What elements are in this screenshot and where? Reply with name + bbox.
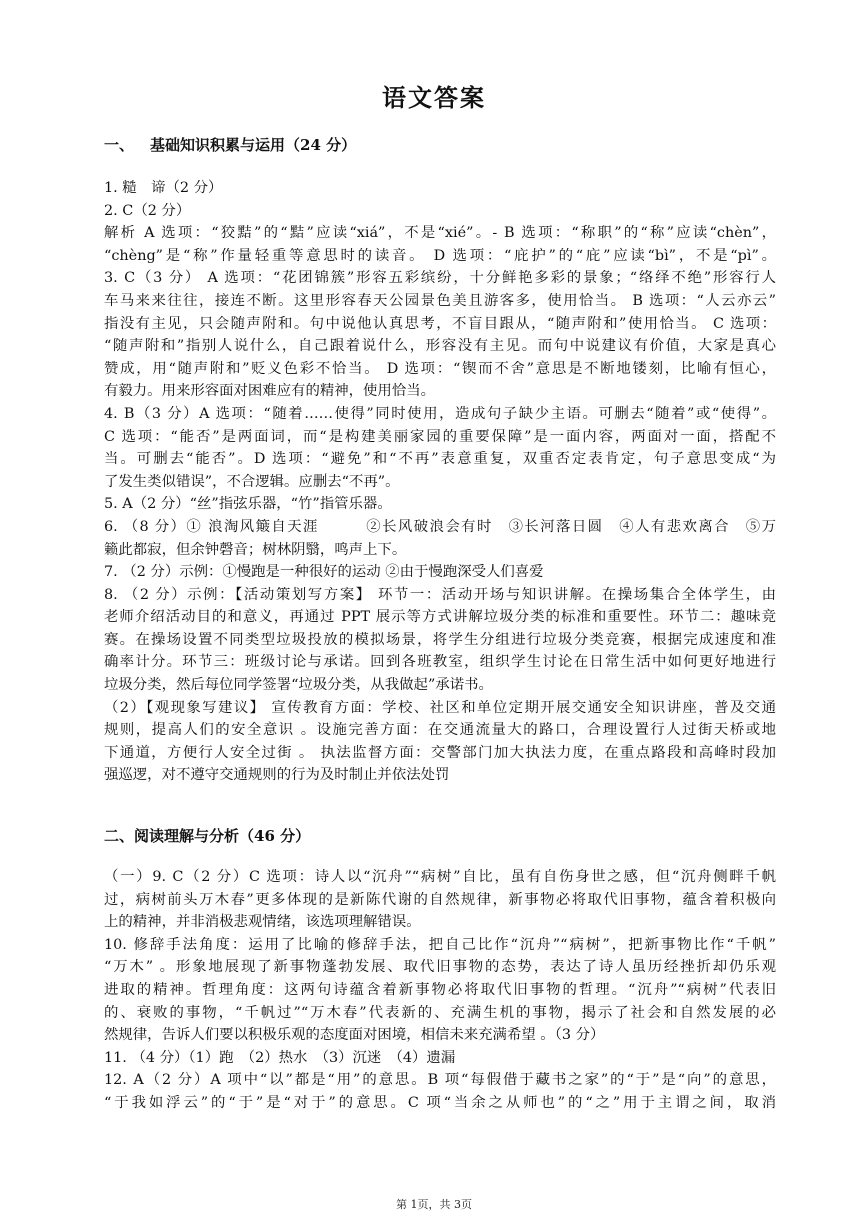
text-line: 老师介绍活动目的和意义，再通过 PPT 展示等方式讲解垃圾分类的标准和重要性。环节二：趣味竞 — [104, 609, 776, 626]
text-line: 有毅力。用来形容面对困难应有的精神，使用恰当。 — [104, 383, 435, 400]
text-line: 解析 A 选项：“狡黠”的“黠”应读“xiá”，不是“xié”。- B 选项：“称职”的“称”应读“chèn”， — [104, 225, 776, 242]
text-line: 5. A（2 分）“丝”指弦乐器，“竹”指管乐器。 — [104, 496, 392, 513]
text-line: 强巡逻，对不遵守交通规则的行为及时制止并依法处罚 — [104, 767, 450, 784]
text-line: 的、衰败的事物，“千帆过”“万木春”代表新的、充满生机的事物，揭示了社会和自然发展的必 — [104, 1004, 776, 1021]
text-line: （2）【观现象写建议】 宣传教育方面：学校、社区和单位定期开展交通安全知识讲座，普及交通 — [104, 699, 776, 716]
text-line: 规则，提高人们的安全意识 。设施完善方面：在交通流量大的路口，合理设置行人过街天桥或地 — [104, 722, 776, 739]
text-line: 7. （2 分）示例：①慢跑是一种很好的运动 ②由于慢跑深受人们喜爱 — [104, 564, 544, 581]
text-line: 确率计分。环节三：班级讨论与承诺。回到各班教室，组织学生讨论在日常生活中如何更好地进行 — [104, 654, 776, 671]
text-line: 6. （8 分）① 浪淘风簸自天涯 ②长风破浪会有时 ③长河落日圆 ④人有悲欢离合 ⑤万 — [104, 518, 776, 535]
text-line: 赞成，用“随声附和”贬义色彩不恰当。 D 选项：“锲而不舍”意思是不断地镂刻，比喻有恒心， — [104, 360, 776, 377]
text-line: “chèng”是“称”作量轻重等意思时的读音。 D 选项：“庇护”的“庇”应读“bì”，不是“pì”。 — [104, 247, 776, 264]
text-line: 11. （4 分）（1）跑 （2）热水 （3）沉迷 （4）遗漏 — [104, 1049, 456, 1066]
text-line: “随声附和”指别人说什么，自己跟着说什么，形容没有主见。而句中说建议有价值，大家是真心 — [104, 338, 776, 355]
text-line: 籁此都寂，但余钟磬音；树林阴翳，鸣声上下。 — [104, 541, 407, 558]
text-line: 12. A（2 分）A 项中“以”都是“用”的意思。B 项“每假借于藏书之家”的“于”是“向”的意思， — [104, 1072, 776, 1089]
text-line: 8. （2 分）示例：【活动策划写方案】 环节一：活动开场与知识讲解。在操场集合全体学生，由 — [104, 586, 776, 603]
page-footer: 第 1页，共 3页 — [396, 1198, 472, 1211]
text-line: （一）9. C（2 分）C 选项：诗人以“沉舟”“病树”自比，虽有自伤身世之感，但“沉舟侧畔千帆 — [104, 869, 776, 885]
text-line: 指没有主见，只会随声附和。句中说他认真思考，不盲目跟从，“随声附和”使用恰当。 C 选项： — [104, 315, 776, 332]
section-number: 一、 — [104, 136, 135, 154]
section-body-2 — [104, 866, 776, 1115]
text-line: 赛。在操场设置不同类型垃圾投放的模拟场景，将学生分组进行垃圾分类竞赛，根据完成速度和准 — [104, 631, 776, 648]
section-heading-2 — [104, 825, 310, 846]
text-line: 上的精神，并非消极悲观情绪，该选项理解错误。 — [104, 914, 421, 931]
text-line: 4. B（3 分）A 选项：“随着……使得”同时使用，造成句子缺少主语。可删去“随着”或“使得”。 — [104, 405, 776, 422]
page-title: 语文答案 — [382, 83, 486, 112]
text-line: 当。可删去“能否”。D 选项：“避免”和“不再”表意重复，双重否定表肯定，句子意思变成“为 — [104, 451, 776, 468]
text-line: 然规律，告诉人们要以积极乐观的态度面对困境，相信未来充满希望 。（3 分） — [104, 1027, 605, 1044]
text-line: C 选项：“能否”是两面词，而“是构建美丽家园的重要保障”是一面内容，两面对一面，搭配不 — [104, 428, 776, 445]
text-line: 进取的精神。哲理角度：这两句诗蕴含着新事物必将取代旧事物的哲理。“沉舟”“病树”代表旧 — [104, 981, 776, 998]
text-line: 10. 修辞手法角度：运用了比喻的修辞手法，把自己比作“沉舟”“病树”，把新事物比作“千帆” — [104, 936, 776, 953]
section-heading-text: 二、阅读理解与分析（46 分） — [104, 827, 311, 845]
text-line: 2. C（2 分） — [104, 202, 191, 219]
text-line: 3. C（3 分） A 选项：“花团锦簇”形容五彩缤纷，十分鲜艳多彩的景象；“络绎不绝”形容行人 — [104, 270, 776, 287]
text-line: 1. 糙 谛（2 分） — [104, 180, 223, 196]
section-heading-1 — [104, 134, 356, 155]
text-line: “万木” 。形象地展现了新事物蓬勃发展、取代旧事物的态势，表达了诗人虽历经挫折却仍乐观 — [104, 959, 776, 976]
text-line: 车马来来往往，接连不断。这里形容春天公园景色美且游客多，使用恰当。 B 选项：“人云亦云” — [104, 292, 776, 309]
text-line: 下通道，方便行人安全过街 。 执法监督方面：交警部门加大执法力度，在重点路段和高峰时段加 — [104, 744, 776, 761]
section-body-1 — [104, 177, 776, 787]
text-line: 垃圾分类，然后每位同学签署“垃圾分类，从我做起”承诺书。 — [104, 677, 493, 694]
text-line: 过，病树前头万木春”更多体现的是新陈代谢的自然规律，新事物必将取代旧事物，蕴含着积极向 — [104, 891, 776, 908]
text-line: 了发生类似错误”，不合逻辑。应删去“不再”。 — [104, 473, 400, 490]
section-heading-text: 基础知识积累与运用（24 分） — [150, 136, 357, 154]
text-line: “于我如浮云”的“于”是“对于”的意思。C 项“当余之从师也”的“之”用于主谓之间，取消 — [104, 1094, 776, 1111]
